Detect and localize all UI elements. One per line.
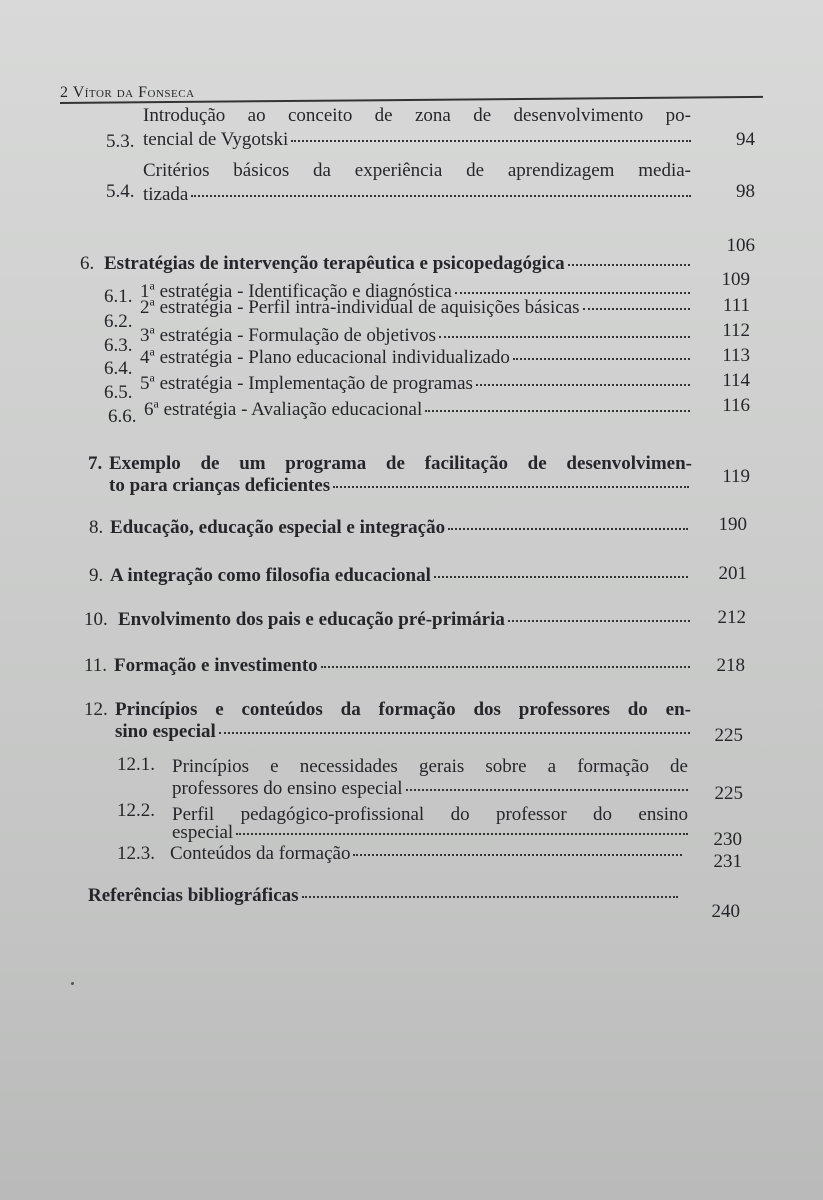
entry-number: 12.3. — [117, 843, 155, 864]
entry-title-line2: tizada — [143, 184, 189, 205]
ordinal-sup: a — [149, 296, 155, 309]
page-number: 212 — [717, 607, 746, 628]
entry-title: Referências bibliográficas — [88, 885, 299, 906]
leader-dots — [513, 358, 690, 360]
leader-dots — [434, 576, 688, 578]
page-number: 113 — [722, 345, 750, 366]
leader-dots — [583, 308, 690, 310]
entry-title: Envolvimento dos pais e educação pré-primária — [118, 609, 505, 630]
page-number: 116 — [722, 395, 750, 416]
page-number: 201 — [718, 563, 747, 584]
ordinal: 5 — [140, 373, 150, 394]
entry-title: estratégia - Implementação de programas — [159, 373, 473, 394]
entry-number: 5.4. — [106, 181, 135, 202]
page-number: 111 — [722, 295, 750, 316]
entry-title-line1: Perfil pedagógico-profissional do professor do ensino — [172, 804, 688, 825]
entry-number: 11. — [84, 655, 108, 676]
page-number: 218 — [716, 655, 745, 676]
entry-title-line1: Critérios básicos da experiência de aprendizagem media- — [143, 160, 691, 181]
header-text: 2 Vítor da Fonseca — [60, 84, 195, 101]
leader-dots — [321, 666, 690, 668]
leader-dots — [406, 789, 688, 791]
entry-title-line1: Exemplo de um programa de facilitação de desenvolvimen- — [109, 453, 692, 474]
page-number: 231 — [713, 851, 742, 872]
page-number: 98 — [736, 181, 755, 202]
entry-number: 12. — [84, 699, 108, 720]
ordinal-sup: a — [149, 372, 155, 385]
leader-dots — [353, 854, 682, 856]
entry-number: 8. — [89, 517, 104, 538]
entry-title: Educação, educação especial e integração — [110, 517, 446, 538]
entry-number: 6.5. — [104, 382, 133, 403]
entry-number: 6. — [80, 253, 95, 274]
entry-number: 12.1. — [117, 754, 155, 775]
page-number: 225 — [714, 725, 743, 746]
leader-dots — [333, 486, 689, 488]
ordinal: 3 — [140, 325, 150, 346]
entry-number: 12.2. — [117, 800, 155, 821]
entry-title-line2: professores do ensino especial — [172, 778, 403, 799]
paper-speck — [71, 982, 74, 985]
entry-number: 10. — [84, 609, 108, 630]
leader-dots — [425, 410, 690, 412]
ordinal: 6 — [144, 399, 154, 420]
entry-title-line1: Princípios e conteúdos da formação dos professores do en- — [115, 699, 691, 720]
leader-dots — [219, 732, 690, 734]
entry-title: estratégia - Perfil intra-individual de aquisições básicas — [159, 297, 580, 318]
entry-title-line1: Introdução ao conceito de zona de desenvolvimento po- — [143, 105, 691, 126]
page-number: 109 — [721, 269, 750, 290]
leader-dots — [508, 620, 690, 622]
entry-title-line2: tencial de Vygotski — [143, 129, 289, 150]
leader-dots — [455, 292, 690, 294]
entry-title: Formação e investimento — [114, 655, 318, 676]
page-number: 240 — [711, 901, 740, 922]
entry-title: estratégia - Plano educacional individualizado — [159, 347, 510, 368]
ordinal-sup: a — [149, 346, 155, 359]
entry-number: 6.6. — [108, 406, 137, 427]
entry-title: Conteúdos da formação — [170, 843, 351, 864]
entry-number: 6.1. — [104, 286, 133, 307]
entry-number: 9. — [89, 565, 104, 586]
entry-number: 5.3. — [106, 131, 135, 152]
page-number: 225 — [714, 783, 743, 804]
leader-dots — [439, 336, 690, 338]
entry-number: 7. — [88, 453, 103, 474]
leader-dots — [302, 896, 678, 898]
entry-number: 6.3. — [104, 335, 133, 356]
entry-number: 6.2. — [104, 311, 133, 332]
page-number: 94 — [736, 129, 755, 150]
page-number: 114 — [722, 370, 750, 391]
entry-title: estratégia - Avaliação educacional — [163, 399, 423, 420]
entry-title: Estratégias de intervenção terapêutica e psicopedagógica — [104, 253, 565, 274]
leader-dots — [568, 264, 690, 266]
ordinal-sup: a — [153, 398, 159, 411]
entry-title: A integração como filosofia educacional — [110, 565, 431, 586]
ordinal: 2 — [140, 297, 150, 318]
running-header — [60, 84, 763, 104]
ordinal: 4 — [140, 347, 150, 368]
entry-title: estratégia - Formulação de objetivos — [159, 325, 437, 346]
leader-dots — [448, 528, 688, 530]
page-number: 106 — [726, 235, 755, 256]
leader-dots — [191, 195, 691, 197]
entry-number: 6.4. — [104, 358, 133, 379]
ordinal-sup: a — [149, 280, 155, 293]
entry-title-line1: Princípios e necessidades gerais sobre a formação de — [172, 756, 688, 777]
entry-title: estratégia - Identificação e diagnóstica — [159, 281, 452, 302]
leader-dots — [476, 384, 690, 386]
entry-title-line2: especial — [172, 822, 234, 843]
page-number: 230 — [713, 829, 742, 850]
page-number: 112 — [722, 320, 750, 341]
entry-title-line2: sino especial — [115, 721, 216, 742]
entry-title-line2: to para crianças deficientes — [109, 475, 331, 496]
ordinal: 1 — [140, 281, 150, 302]
page-number: 119 — [722, 466, 750, 487]
leader-dots — [236, 833, 688, 835]
leader-dots — [291, 140, 691, 142]
ordinal-sup: a — [149, 324, 155, 337]
page-number: 190 — [718, 514, 747, 535]
